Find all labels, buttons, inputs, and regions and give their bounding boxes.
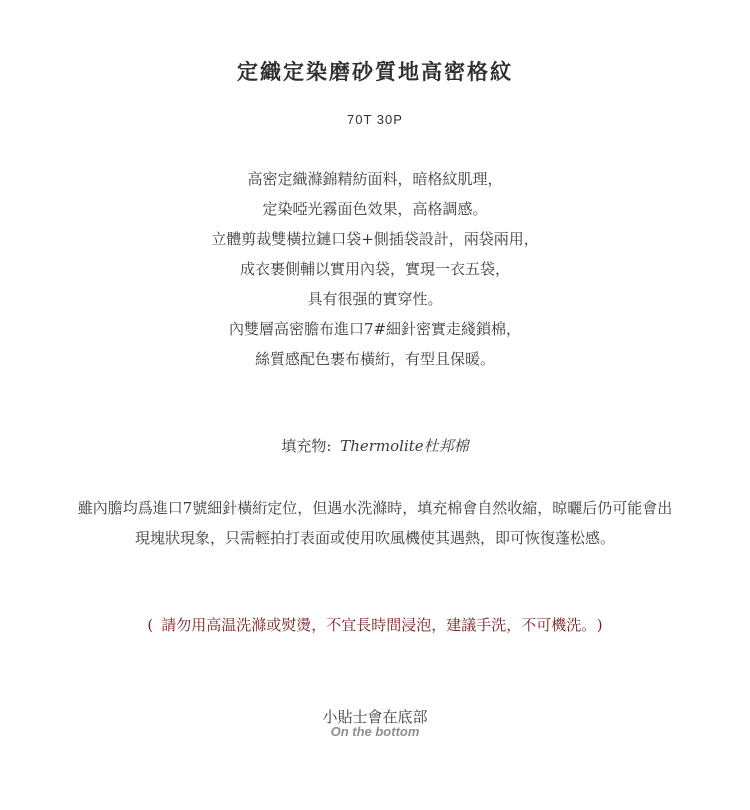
fill-material	[0, 435, 750, 456]
description-line: 絲質感配色裹布橫絎，有型且保暖。	[254, 350, 495, 368]
description-block	[0, 164, 750, 374]
note-line: 現塊狀現象，只需輕拍打表面或使用吹風機使其遇熱，即可恢復蓬松感。	[134, 529, 615, 547]
description-line: 立體剪裁雙橫拉鏈口袋+側插袋設計，兩袋兩用，	[211, 230, 539, 248]
page-title: 定織定染磨砂質地高密格紋	[237, 59, 513, 84]
tip-label-en: On the bottom	[330, 724, 420, 739]
tip-label: 小貼士會在底部	[322, 708, 428, 726]
warning-close-paren: )	[596, 616, 603, 634]
note-line: 雖內膽均爲進口7號細針橫絎定位，但遇水洗滌時，填充棉會自然收縮，晾曬后仍可能會出	[77, 499, 673, 517]
warning-text: 請勿用高温洗滌或熨燙，不宜長時間浸泡，建議手洗，不可機洗。	[161, 616, 589, 634]
care-warning	[0, 614, 750, 635]
description-line: 具有很强的實穿性。	[307, 290, 443, 308]
description-line: 成衣裹側輔以實用內袋，實現一衣五袋，	[239, 260, 510, 278]
fill-label: 填充物:	[281, 437, 332, 455]
fill-value: Thermolite杜邦棉	[340, 437, 469, 455]
description-line: 內雙層高密膽布進口7#細針密實走綫鎖棉，	[228, 320, 522, 338]
description-line: 定染啞光霧面色效果，高格調感。	[262, 200, 488, 218]
washing-note	[0, 493, 750, 553]
description-line: 高密定織滌錦精紡面料，暗格紋肌理，	[247, 170, 503, 188]
fabric-composition: 70T 30P	[347, 112, 403, 127]
warning-open-paren: (	[147, 616, 154, 634]
